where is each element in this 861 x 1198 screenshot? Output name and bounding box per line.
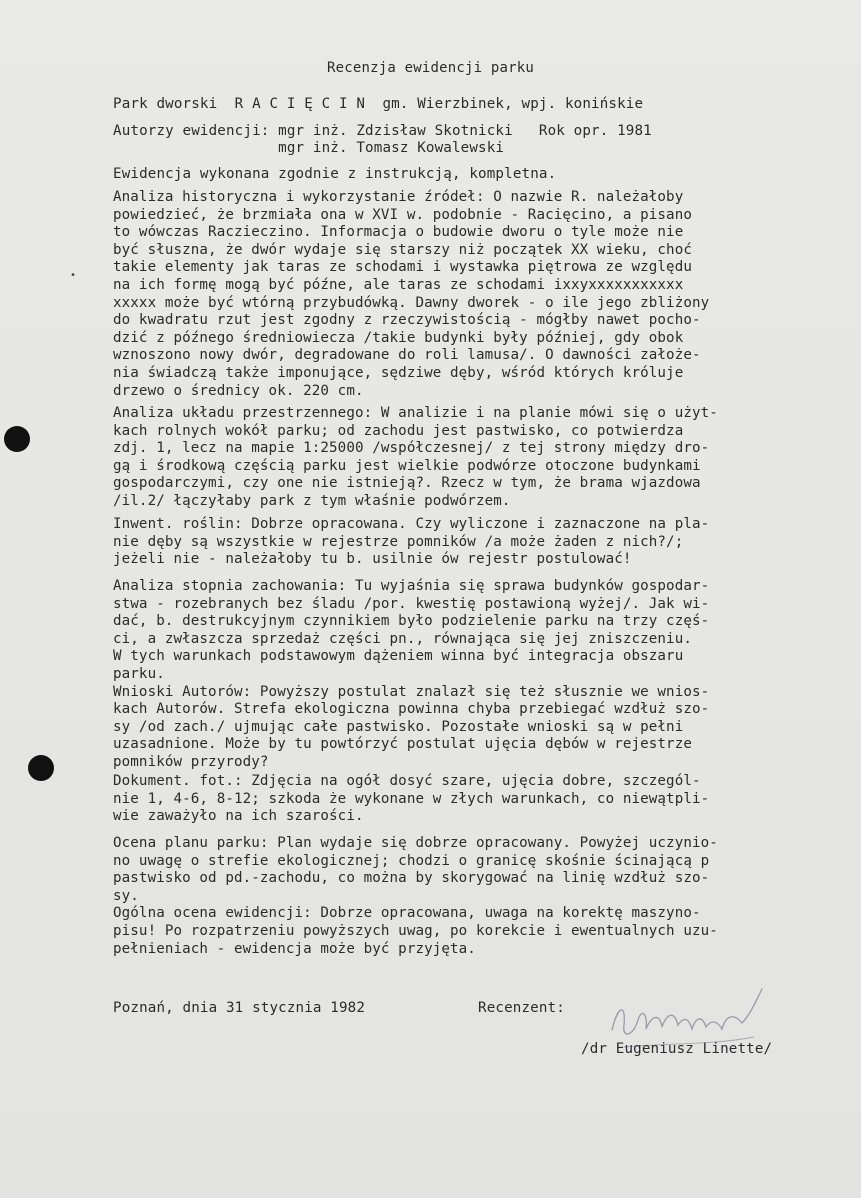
document-title: Recenzja ewidencji parku [326, 60, 535, 76]
margin-mark-icon: • [70, 270, 77, 281]
reviewer-label: Recenzent: [478, 1000, 565, 1016]
reviewer-name: /dr Eugeniusz Linette/ [581, 1041, 773, 1057]
authors-line-1: Autorzy ewidencji: mgr inż. Zdzisław Skotnicki Rok opr. 1981 [113, 123, 652, 139]
evidence-note: Ewidencja wykonana zgodnie z instrukcją, kompletna. [113, 166, 557, 182]
paragraph-preservation: Analiza stopnia zachowania: Tu wyjaśnia się sprawa budynków gospodar- stwa - rozebranych bez śladu /por. kwestię postawioną wyżej/. Jak wi- dać, b. destrukcyjnym czynnikiem było podzielenie parku na trzy częś- ci, a zwłaszcza sprzedaż części pn., równająca się jej zniszczeniu. W tych warunkach podstawowym dążeniem winna być integracja obszaru parku. Wnioski Autorów: Powyższy postulat znalazł się też słusznie we wnios- kach Autorów. Strefa ekologiczna powinna chyba przebiegać wzdłuż szo- sy /od zach./ ujmując całe pastwisko. Pozostałe wnioski są w pełni uzasadnione. Może by tu powtórzyć postulat ujęcia dębów w rejestrze pomników przyrody? [113, 578, 710, 770]
place-date: Poznań, dnia 31 stycznia 1982 [113, 1000, 366, 1016]
paragraph-photos: Dokument. fot.: Zdjęcia na ogół dosyć szare, ujęcia dobre, szczegól- nie 1, 4-6, 8-12; szkoda że wykonane w złych warunkach, co niewątpli- wie zaważyło na ich szarości. [113, 773, 710, 825]
paragraph-spatial: Analiza układu przestrzennego: W analizie i na planie mówi się o użyt- kach rolnych wokół parku; od zachodu jest pastwisko, co potwierdza zdj. 1, lecz na mapie 1:25000 /współczesnej/ z tej strony między dro- gą i środkową częścią parku jest wielkie podwórze otoczone budynkami gospodarczymi, czy one nie istnieją?. Rzecz w tym, że brama wjazdowa /il.2/ łączyłaby park z tym właśnie podwórzem. [113, 405, 718, 509]
paragraph-historical: Analiza historyczna i wykorzystanie źródeł: O nazwie R. należałoby powiedzieć, że brzmiała ona w XVI w. podobnie - Racięcino, a pisano to wówczas Raczieczino. Informacja o budowie dworu o tyle może nie być słuszna, że dwór wydaje się starszy niż początek XX wieku, choć takie elementy jak taras ze schodami i wystawka piętrowa ze względu na ich formę mogą być późne, ale taras ze schodami ixxyxxxxxxxxxxx xxxxx może być wtórną przybudówką. Dawny dworek - o ile jego zbliżony do kwadratu rzut jest zgodny z rzeczywistością - mógłby nawet pocho- dzić z późnego średniowiecza /takie budynki były później, gdy obok wznoszono nowy dwór, degradowane do roli lamusa/. O dawności założe- nia świadczą także imponujące, sędziwe dęby, wśród których króluje drzewo o średnicy ok. 220 cm. [113, 189, 710, 399]
authors-line-2: mgr inż. Tomasz Kowalewski [113, 140, 505, 156]
punch-hole-upper [4, 426, 30, 452]
park-line: Park dworski R A C I Ę C I N gm. Wierzbinek, wpj. konińskie [113, 96, 644, 112]
paragraph-plan: Ocena planu parku: Plan wydaje się dobrze opracowany. Powyżej uczynio- no uwagę o strefie ekologicznej; chodzi o granicę skośnie ścinającą p pastwisko od pd.-zachodu, co można by skorygować na linię wzdłuż szo- sy. Ogólna ocena ewidencji: Dobrze opracowana, uwaga na korektę maszyno- pisu! Po rozpatrzeniu powyższych uwag, po korekcie i ewentualnych uzu- pełnieniach - ewidencja może być przyjęta. [113, 835, 718, 957]
paragraph-plants: Inwent. roślin: Dobrze opracowana. Czy wyliczone i zaznaczone na pla- nie dęby są wszystkie w rejestrze pomników /a może żaden z nich?/; jeżeli nie - należałoby tu b. usilnie ów rejestr postulować! [113, 516, 710, 568]
punch-hole-lower [28, 755, 54, 781]
